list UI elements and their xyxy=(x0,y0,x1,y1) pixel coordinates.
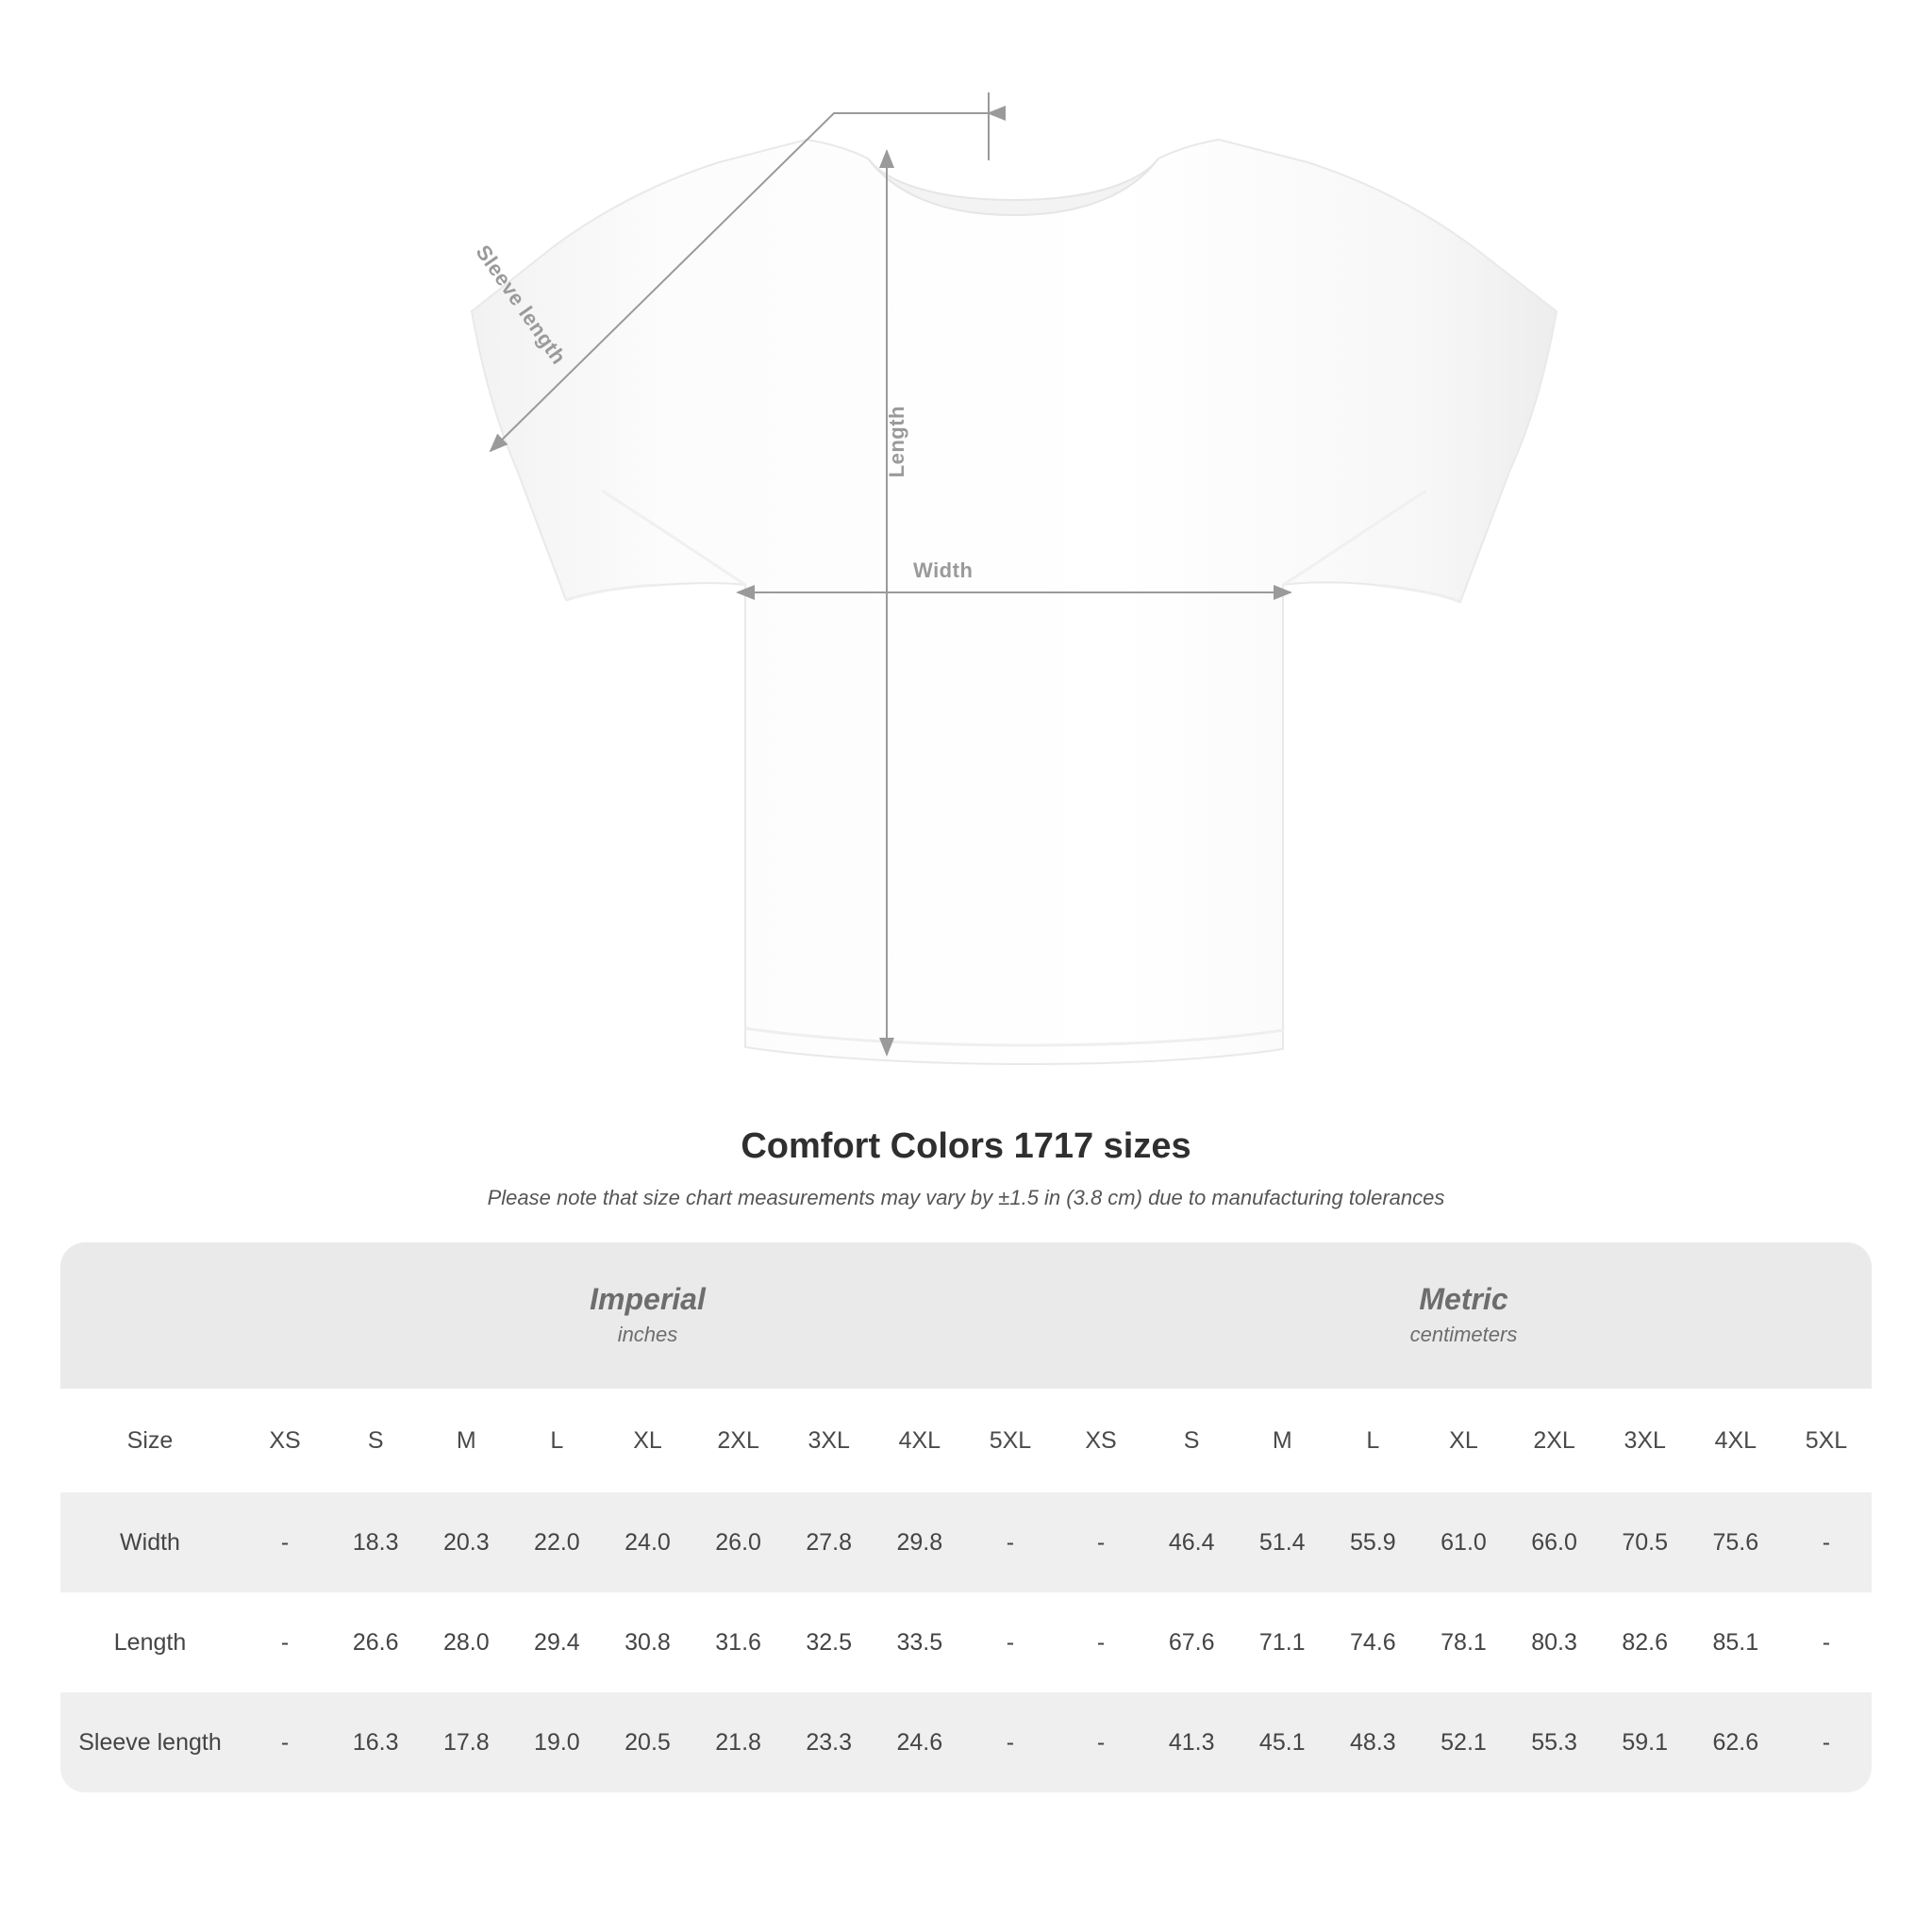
cell-width-imp-2xl: 26.0 xyxy=(693,1492,784,1592)
col-header-met-m: M xyxy=(1237,1389,1327,1492)
cell-width-imp-l: 22.0 xyxy=(511,1492,602,1592)
col-header-imp-5xl: 5XL xyxy=(965,1389,1056,1492)
cell-length-met-xl: 78.1 xyxy=(1418,1592,1508,1692)
row-label-sleeve-length: Sleeve length xyxy=(60,1692,240,1792)
cell-length-imp-l: 29.4 xyxy=(511,1592,602,1692)
size-header-label: Size xyxy=(60,1389,240,1492)
col-header-met-4xl: 4XL xyxy=(1690,1389,1781,1492)
cell-length-met-2xl: 80.3 xyxy=(1509,1592,1600,1692)
imperial-units-label: inches xyxy=(617,1322,678,1346)
col-header-met-3xl: 3XL xyxy=(1600,1389,1690,1492)
cell-sleeve-met-xs: - xyxy=(1056,1692,1146,1792)
cell-length-imp-5xl: - xyxy=(965,1592,1056,1692)
cell-width-met-4xl: 75.6 xyxy=(1690,1492,1781,1592)
size-table xyxy=(60,1242,1872,1792)
col-header-imp-2xl: 2XL xyxy=(693,1389,784,1492)
cell-width-imp-xs: - xyxy=(240,1492,330,1592)
cell-width-met-m: 51.4 xyxy=(1237,1492,1327,1592)
cell-length-met-s: 67.6 xyxy=(1146,1592,1237,1692)
table-row-sleeve-length xyxy=(60,1692,1872,1792)
cell-width-met-3xl: 70.5 xyxy=(1600,1492,1690,1592)
cell-sleeve-met-3xl: 59.1 xyxy=(1600,1692,1690,1792)
cell-width-imp-3xl: 27.8 xyxy=(784,1492,874,1592)
length-label: Length xyxy=(885,406,908,478)
chart-note: Please note that size chart measurements may vary by ±1.5 in (3.8 cm) due to manufacturing tolerances xyxy=(487,1186,1445,1209)
cell-sleeve-met-2xl: 55.3 xyxy=(1509,1692,1600,1792)
col-header-imp-s: S xyxy=(330,1389,421,1492)
cell-sleeve-imp-m: 17.8 xyxy=(421,1692,511,1792)
row-label-width: Width xyxy=(60,1492,240,1592)
cell-length-imp-3xl: 32.5 xyxy=(784,1592,874,1692)
col-header-imp-3xl: 3XL xyxy=(784,1389,874,1492)
unit-spacer xyxy=(60,1242,240,1389)
col-header-met-xs: XS xyxy=(1056,1389,1146,1492)
col-header-imp-xs: XS xyxy=(240,1389,330,1492)
cell-sleeve-met-s: 41.3 xyxy=(1146,1692,1237,1792)
cell-sleeve-imp-xs: - xyxy=(240,1692,330,1792)
row-label-length: Length xyxy=(60,1592,240,1692)
imperial-system-label: Imperial xyxy=(590,1281,706,1316)
cell-sleeve-met-l: 48.3 xyxy=(1327,1692,1418,1792)
cell-length-imp-4xl: 33.5 xyxy=(874,1592,965,1692)
cell-width-imp-s: 18.3 xyxy=(330,1492,421,1592)
col-header-imp-4xl: 4XL xyxy=(874,1389,965,1492)
cell-width-met-2xl: 66.0 xyxy=(1509,1492,1600,1592)
col-header-imp-xl: XL xyxy=(602,1389,692,1492)
cell-length-imp-2xl: 31.6 xyxy=(693,1592,784,1692)
cell-length-imp-xl: 30.8 xyxy=(602,1592,692,1692)
cell-width-imp-4xl: 29.8 xyxy=(874,1492,965,1592)
size-table-wrapper xyxy=(60,1242,1872,1792)
cell-length-imp-m: 28.0 xyxy=(421,1592,511,1692)
chart-title: Comfort Colors 1717 sizes xyxy=(741,1126,1191,1166)
cell-sleeve-imp-xl: 20.5 xyxy=(602,1692,692,1792)
cell-sleeve-met-4xl: 62.6 xyxy=(1690,1692,1781,1792)
metric-unit-block xyxy=(1056,1242,1872,1389)
cell-width-imp-xl: 24.0 xyxy=(602,1492,692,1592)
cell-width-met-5xl: - xyxy=(1781,1492,1872,1592)
table-row-width xyxy=(60,1492,1872,1592)
cell-length-imp-xs: - xyxy=(240,1592,330,1692)
cell-length-met-xs: - xyxy=(1056,1592,1146,1692)
cell-sleeve-imp-4xl: 24.6 xyxy=(874,1692,965,1792)
col-header-met-xl: XL xyxy=(1418,1389,1508,1492)
cell-length-met-3xl: 82.6 xyxy=(1600,1592,1690,1692)
cell-sleeve-met-5xl: - xyxy=(1781,1692,1872,1792)
cell-width-met-xs: - xyxy=(1056,1492,1146,1592)
cell-width-imp-5xl: - xyxy=(965,1492,1056,1592)
cell-width-met-xl: 61.0 xyxy=(1418,1492,1508,1592)
cell-length-met-m: 71.1 xyxy=(1237,1592,1327,1692)
metric-system-label: Metric xyxy=(1419,1281,1508,1316)
cell-width-met-l: 55.9 xyxy=(1327,1492,1418,1592)
cell-length-imp-s: 26.6 xyxy=(330,1592,421,1692)
cell-sleeve-met-xl: 52.1 xyxy=(1418,1692,1508,1792)
cell-sleeve-imp-5xl: - xyxy=(965,1692,1056,1792)
col-header-met-s: S xyxy=(1146,1389,1237,1492)
shirt-shape xyxy=(472,140,1557,1064)
col-header-imp-l: L xyxy=(511,1389,602,1492)
cell-sleeve-imp-s: 16.3 xyxy=(330,1692,421,1792)
col-header-met-l: L xyxy=(1327,1389,1418,1492)
cell-length-met-4xl: 85.1 xyxy=(1690,1592,1781,1692)
size-header-row xyxy=(60,1389,1872,1492)
cell-sleeve-met-m: 45.1 xyxy=(1237,1692,1327,1792)
cell-length-met-5xl: - xyxy=(1781,1592,1872,1692)
cell-width-met-s: 46.4 xyxy=(1146,1492,1237,1592)
cell-sleeve-imp-3xl: 23.3 xyxy=(784,1692,874,1792)
sleeve-length-label: Sleeve length xyxy=(471,241,572,369)
unit-header-row xyxy=(60,1242,1872,1389)
metric-units-label: centimeters xyxy=(1409,1322,1518,1346)
table-row-length xyxy=(60,1592,1872,1692)
cell-sleeve-imp-l: 19.0 xyxy=(511,1692,602,1792)
col-header-met-2xl: 2XL xyxy=(1509,1389,1600,1492)
cell-sleeve-imp-2xl: 21.8 xyxy=(693,1692,784,1792)
imperial-unit-block xyxy=(240,1242,1056,1389)
col-header-met-5xl: 5XL xyxy=(1781,1389,1872,1492)
col-header-imp-m: M xyxy=(421,1389,511,1492)
cell-length-met-l: 74.6 xyxy=(1327,1592,1418,1692)
cell-width-imp-m: 20.3 xyxy=(421,1492,511,1592)
width-label: Width xyxy=(913,558,974,582)
